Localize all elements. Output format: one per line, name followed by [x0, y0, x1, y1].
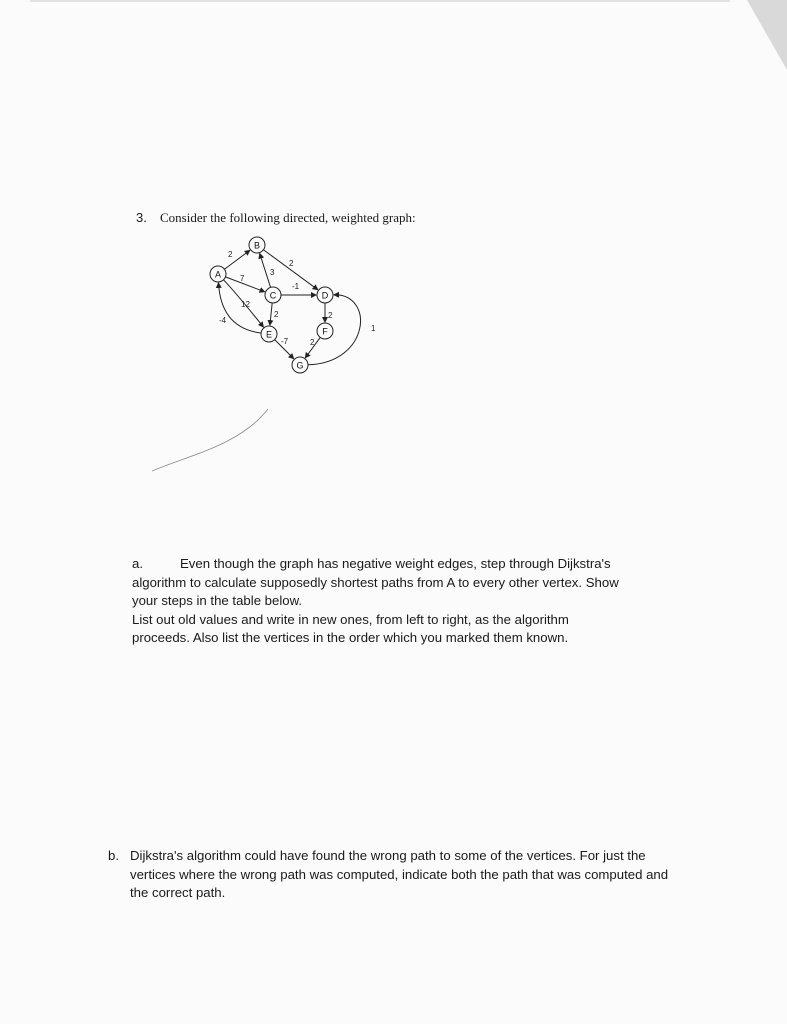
part-b-line-1: Dijkstra's algorithm could have found the wrong path to some of the vertices. For just the	[130, 848, 646, 863]
part-a-line-4: List out old values and write in new ones, from left to right, as the algorithm	[132, 611, 569, 627]
edge-weight-label: 2	[274, 310, 279, 319]
part-b-label: b.	[108, 848, 119, 863]
graph-node-d	[317, 287, 333, 303]
edge-weight-label: -7	[281, 337, 289, 346]
graph-node-b	[249, 237, 265, 253]
part-b-line-2: vertices where the wrong path was computed, indicate both the path that was computed and	[130, 866, 669, 882]
edge-weight-label: -1	[292, 282, 300, 291]
edge-g-d	[308, 295, 361, 365]
graph-node-e	[261, 326, 277, 342]
edge-weight-label: 7	[240, 274, 245, 283]
graph-node-c	[265, 287, 281, 303]
node-label: C	[269, 290, 277, 301]
part-a-line-1: Even though the graph has negative weight edges, step through Dijkstra's	[180, 556, 611, 571]
edge-weight-label: 2	[228, 250, 233, 259]
part-a-text	[132, 555, 677, 648]
edge-a-c	[225, 277, 264, 292]
part-a-label: a.	[132, 556, 143, 571]
edge-weight-label: 1	[371, 324, 376, 333]
part-a-line-3: your steps in the table below.	[132, 593, 303, 608]
edge-weight-label: 3	[270, 268, 275, 277]
weighted-graph-diagram	[195, 228, 395, 378]
node-label: G	[296, 360, 304, 371]
part-b-line-3: the correct path.	[130, 885, 226, 900]
part-a-line-5: proceeds. Also list the vertices in the order which you marked them known.	[132, 630, 569, 645]
node-label: A	[214, 269, 222, 280]
edge-c-b	[260, 254, 271, 288]
edge-weight-label: 12	[241, 300, 250, 309]
edge-weight-label: 2	[310, 338, 315, 347]
node-label: D	[321, 290, 329, 301]
graph-node-a	[210, 266, 226, 282]
page-corner-shadow	[747, 0, 787, 70]
node-label: B	[253, 240, 261, 251]
edge-c-e	[270, 303, 272, 325]
edge-weight-label: 2	[289, 259, 294, 268]
graph-node-f	[317, 323, 333, 339]
scan-edge	[30, 0, 730, 2]
part-a-line-2: algorithm to calculate supposedly shortest paths from A to every other vertex. Show	[132, 574, 619, 590]
question-number: 3.	[136, 210, 147, 225]
graph-node-g	[292, 357, 308, 373]
question-intro: Consider the following directed, weighted graph:	[160, 210, 416, 225]
part-b-text	[108, 847, 688, 903]
stray-pencil-mark	[150, 405, 280, 475]
edge-weight-label: -4	[219, 316, 227, 325]
node-label: E	[265, 329, 273, 340]
edge-e-a	[218, 283, 261, 333]
node-label: F	[322, 326, 328, 337]
edge-weight-label: 2	[328, 311, 333, 320]
